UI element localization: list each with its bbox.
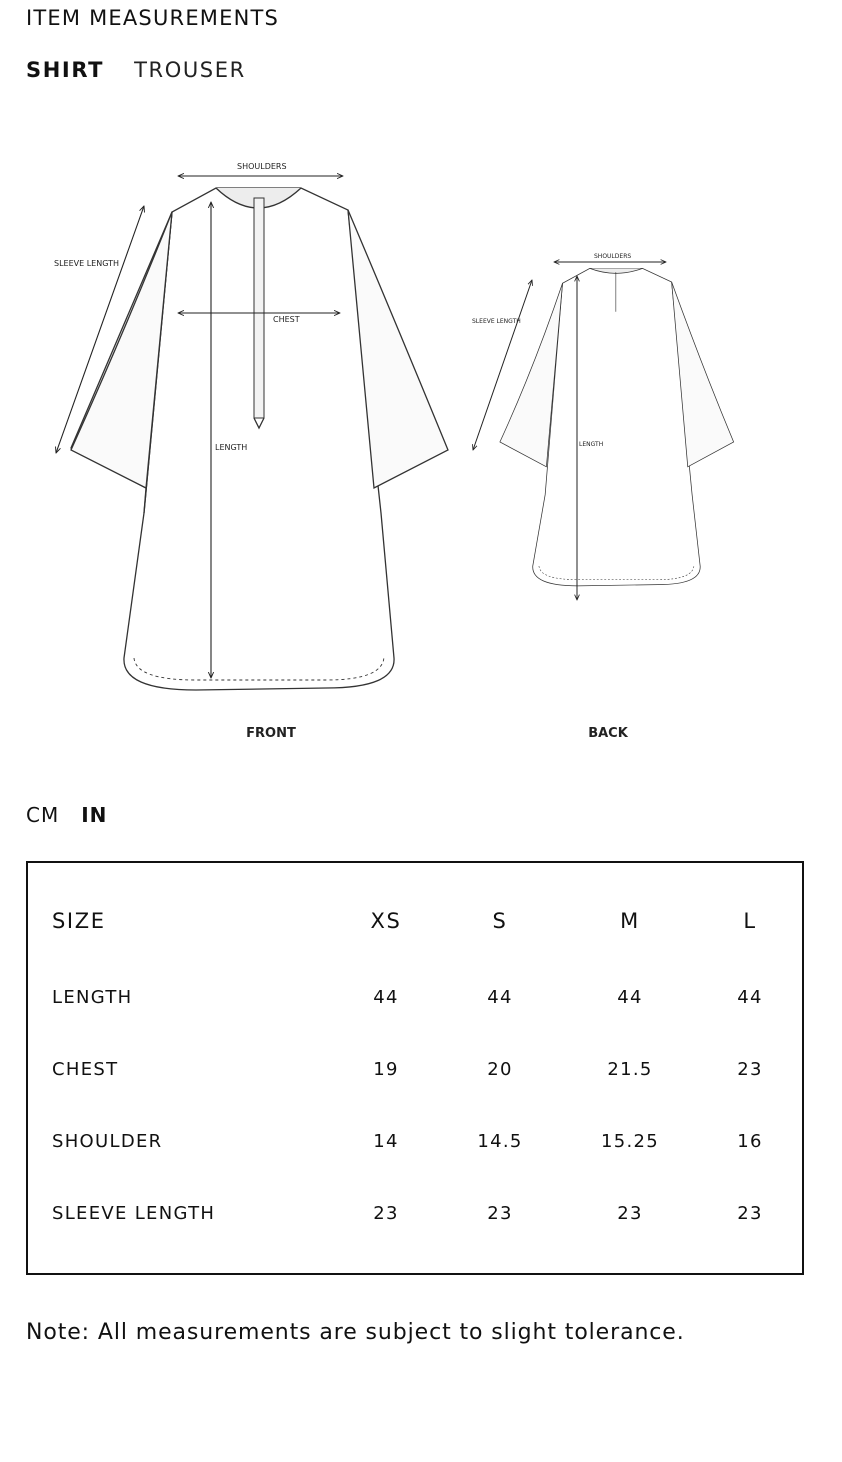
row-label: SLEEVE LENGTH: [52, 1203, 216, 1224]
front-length-label: LENGTH: [215, 443, 248, 452]
header-xs: XS: [370, 909, 402, 933]
page-title: ITEM MEASUREMENTS: [26, 6, 280, 30]
front-chest-label: CHEST: [273, 315, 300, 324]
front-garment-illustration: [71, 188, 448, 690]
front-caption: FRONT: [246, 726, 296, 741]
size-chart-table: [26, 861, 804, 1275]
garment-tabs: [26, 58, 246, 82]
table-row: [28, 1059, 802, 1089]
cell-value: 23: [737, 1203, 763, 1224]
row-label: CHEST: [52, 1059, 119, 1080]
unit-cm[interactable]: CM: [26, 803, 60, 827]
table-header-row: [28, 909, 802, 939]
header-l: L: [743, 909, 757, 933]
table-row: [28, 987, 802, 1017]
row-label: LENGTH: [52, 987, 133, 1008]
back-length-label: LENGTH: [579, 441, 604, 448]
table-row: [28, 1203, 802, 1233]
tab-trouser[interactable]: TROUSER: [134, 58, 246, 82]
measurement-diagram: [26, 128, 776, 773]
cell-value: 16: [737, 1131, 763, 1152]
tolerance-note: Note: All measurements are subject to slight tolerance.: [26, 1320, 685, 1345]
back-garment-illustration: [500, 268, 734, 585]
back-caption: BACK: [588, 726, 628, 741]
header-s: S: [492, 909, 508, 933]
table-row: [28, 1131, 802, 1161]
cell-value: 23: [487, 1203, 513, 1224]
cell-value: 44: [617, 987, 643, 1008]
back-shoulders-label: SHOULDERS: [594, 253, 632, 260]
cell-value: 23: [617, 1203, 643, 1224]
cell-value: 14.5: [477, 1131, 523, 1152]
cell-value: 20: [487, 1059, 513, 1080]
cell-value: 44: [487, 987, 513, 1008]
cell-value: 14: [373, 1131, 399, 1152]
back-sleeve-length-label: SLEEVE LENGTH: [472, 318, 521, 325]
unit-toggle: [26, 803, 107, 827]
cell-value: 44: [373, 987, 399, 1008]
tab-shirt[interactable]: SHIRT: [26, 58, 105, 82]
unit-in[interactable]: IN: [81, 803, 108, 827]
header-m: M: [620, 909, 640, 933]
header-size: SIZE: [52, 909, 106, 933]
cell-value: 44: [737, 987, 763, 1008]
cell-value: 23: [737, 1059, 763, 1080]
cell-value: 19: [373, 1059, 399, 1080]
row-label: SHOULDER: [52, 1131, 163, 1152]
cell-value: 23: [373, 1203, 399, 1224]
cell-value: 15.25: [600, 1131, 660, 1152]
cell-value: 21.5: [607, 1059, 653, 1080]
front-sleeve-length-label: SLEEVE LENGTH: [54, 259, 120, 268]
front-shoulders-label: SHOULDERS: [237, 162, 287, 171]
